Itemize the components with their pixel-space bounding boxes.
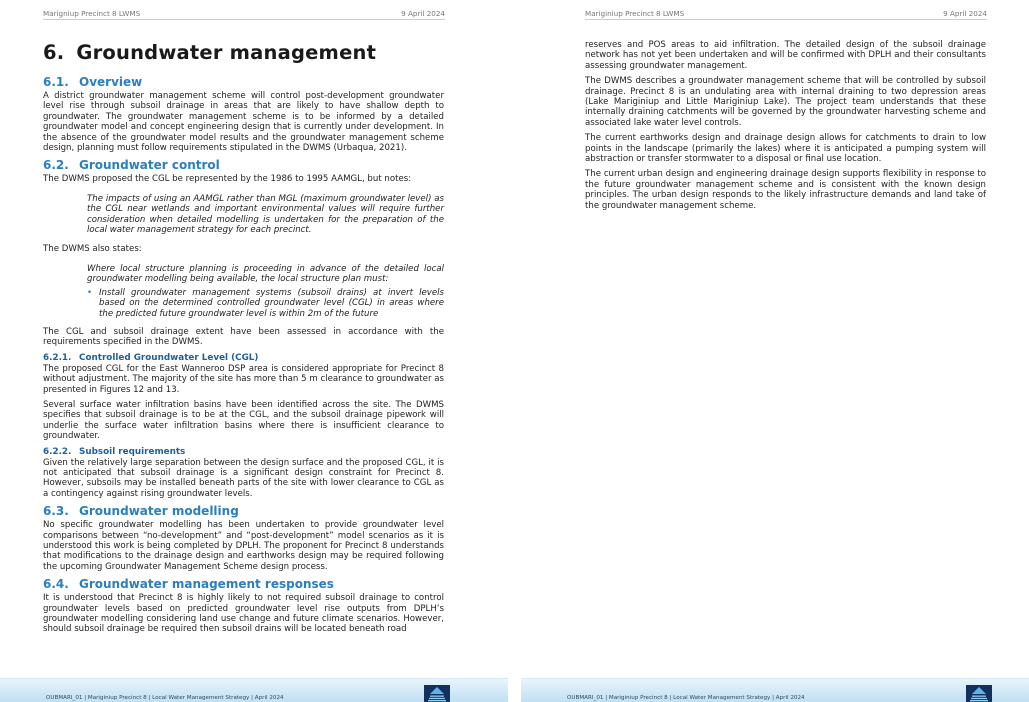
subsection-number: 6.2.1. <box>43 352 72 363</box>
company-logo-icon <box>966 685 992 702</box>
chapter-title-text: Groundwater management <box>76 41 377 64</box>
header-project: Marigniup Precinct 8 LWMS <box>43 9 141 18</box>
document-page-right <box>521 0 1029 702</box>
chapter-title <box>43 41 444 64</box>
section-number: 6.1. <box>43 75 69 89</box>
page-header <box>43 9 445 20</box>
document-page-left <box>0 0 508 702</box>
paragraph: The current urban design and engineering drainage design supports flexibility in response to the future groundwater management scheme and is consistent with the known design principles. The urban design responds to the likely infrastructure demands and land take of the groundwater management scheme. <box>585 169 986 211</box>
section-title: Groundwater modelling <box>79 504 239 519</box>
page-footer <box>0 678 508 702</box>
bullet-item: • Install groundwater management systems (subsoil drains) at invert levels based on the determined controlled groundwater level (CGL) in areas where the predicted future groundwater level is within 2m of the future <box>87 288 444 319</box>
footer-text: OUBMARI_01 | Mariginiup Precinct 8 | Local Water Management Strategy | April 2024 <box>567 695 805 701</box>
page-header <box>585 9 987 20</box>
paragraph: The proposed CGL for the East Wanneroo DSP area is considered appropriate for Precinct 8 without adjustment. The majority of the site has more than 5 m clearance to groundwater as presented in Figures 12 and 13. <box>43 363 444 395</box>
company-logo-icon <box>424 685 450 702</box>
subsection-heading-cgl <box>43 353 444 363</box>
section-number: 6.4. <box>43 577 69 592</box>
subsection-heading-subsoil <box>43 447 444 457</box>
section-heading-groundwater-modelling <box>43 504 444 518</box>
paragraph: The current earthworks design and drainage design allows for catchments to drain to low points in the landscape (primarily the lakes) where it is anticipated a pumping system will abstraction or transfer stormwater to a disposal or final use location. <box>585 133 986 165</box>
section-heading-overview <box>43 75 444 89</box>
paragraph: It is understood that Precinct 8 is highly likely to not required subsoil drainage to control groundwater levels based on predicted groundwater level rise outputs from DPLH’s groundwater modelling considering land use change and future climate scenarios. However, should subsoil drainage be required then subsoil drains will be located beneath road <box>43 593 444 635</box>
paragraph: The DWMS describes a groundwater management scheme that will be controlled by subsoil drainage. Precinct 8 is an undulating area with internal draining to two depression areas (Lake Mariginiup and Little Mariginiup Lake). The project team understands that these internally draining catchments will be governed by the groundwater harvesting scheme and associated lake water level controls. <box>585 76 986 128</box>
section-number: 6.3. <box>43 504 69 519</box>
section-heading-groundwater-control <box>43 158 444 172</box>
block-quote: The impacts of using an AAMGL rather than MGL (maximum groundwater level) as the CGL near wetlands and important environmental values will require further consideration when detailed modelling is undertaken for the preparation of the local water management strategy for each precinct. <box>87 193 444 236</box>
section-title: Overview <box>79 75 143 89</box>
block-quote: Where local structure planning is proceeding in advance of the detailed local groundwater modelling being available, the local structure plan must: <box>87 263 444 285</box>
paragraph: The DWMS also states: <box>43 244 142 255</box>
page-gutter <box>508 0 521 702</box>
footer-text: OUBMARI_01 | Mariginiup Precinct 8 | Local Water Management Strategy | April 2024 <box>46 695 284 701</box>
paragraph: Several surface water infiltration basins have been identified across the site. The DWMS specifies that subsoil drainage is to be at the CGL, and the subsoil drainage pipework will underlie the surface water infiltration basins where there is insufficient clearance to groundwater. <box>43 399 444 442</box>
paragraph: A district groundwater management scheme will control post-development groundwater level rise through subsoil drainage in areas that are likely to have shallow depth to groundwater. The groundwater management scheme is to be informed by a detailed groundwater model and concept engineering design that is currently under development. In the absence of the groundwater model results and the groundwater management scheme design, planning must follow requirements stipulated in the DWMS (Urbaqua, 2021). <box>43 91 444 154</box>
header-project: Mariginiup Precinct 8 LWMS <box>585 9 685 18</box>
page-content <box>43 40 444 662</box>
section-title: Groundwater control <box>79 158 220 173</box>
paragraph: reserves and POS areas to aid infiltration. The detailed design of the subsoil drainage network has not yet been undertaken and will be confirmed with DPLH and their consultants assessing groundwater management. <box>585 40 986 71</box>
section-heading-management-responses <box>43 577 444 591</box>
chapter-number: 6. <box>43 41 65 64</box>
section-number: 6.2. <box>43 158 69 173</box>
paragraph: The DWMS proposed the CGL be represented by the 1986 to 1995 AAMGL, but notes: <box>43 174 412 185</box>
page-content <box>585 40 986 662</box>
section-title: Groundwater management responses <box>79 577 334 592</box>
header-date: 9 April 2024 <box>943 9 987 18</box>
subsection-number: 6.2.2. <box>43 446 72 457</box>
subsection-title: Subsoil requirements <box>79 446 186 457</box>
paragraph: Given the relatively large separation between the design surface and the proposed CGL, it is not anticipated that subsoil drainage is a significant design constraint for Precinct 8. However, subsoils may be installed beneath parts of the site with lower clearance to CGL as a contingency against rising groundwater levels. <box>43 457 444 499</box>
page-footer <box>521 678 1029 702</box>
subsection-title: Controlled Groundwater Level (CGL) <box>79 352 259 363</box>
paragraph: No specific groundwater modelling has been undertaken to provide groundwater level comparisons between “no-development” and “post-development” model scenarios as it is understood this work is being completed by DPLH. The proponent for Precinct 8 understands that modifications to the drainage design and earthworks design may be required following the upcoming Groundwater Management Scheme design process. <box>43 520 444 572</box>
header-date: 9 April 2024 <box>401 9 445 18</box>
paragraph: The CGL and subsoil drainage extent have been assessed in accordance with the requirements specified in the DWMS. <box>43 326 444 348</box>
